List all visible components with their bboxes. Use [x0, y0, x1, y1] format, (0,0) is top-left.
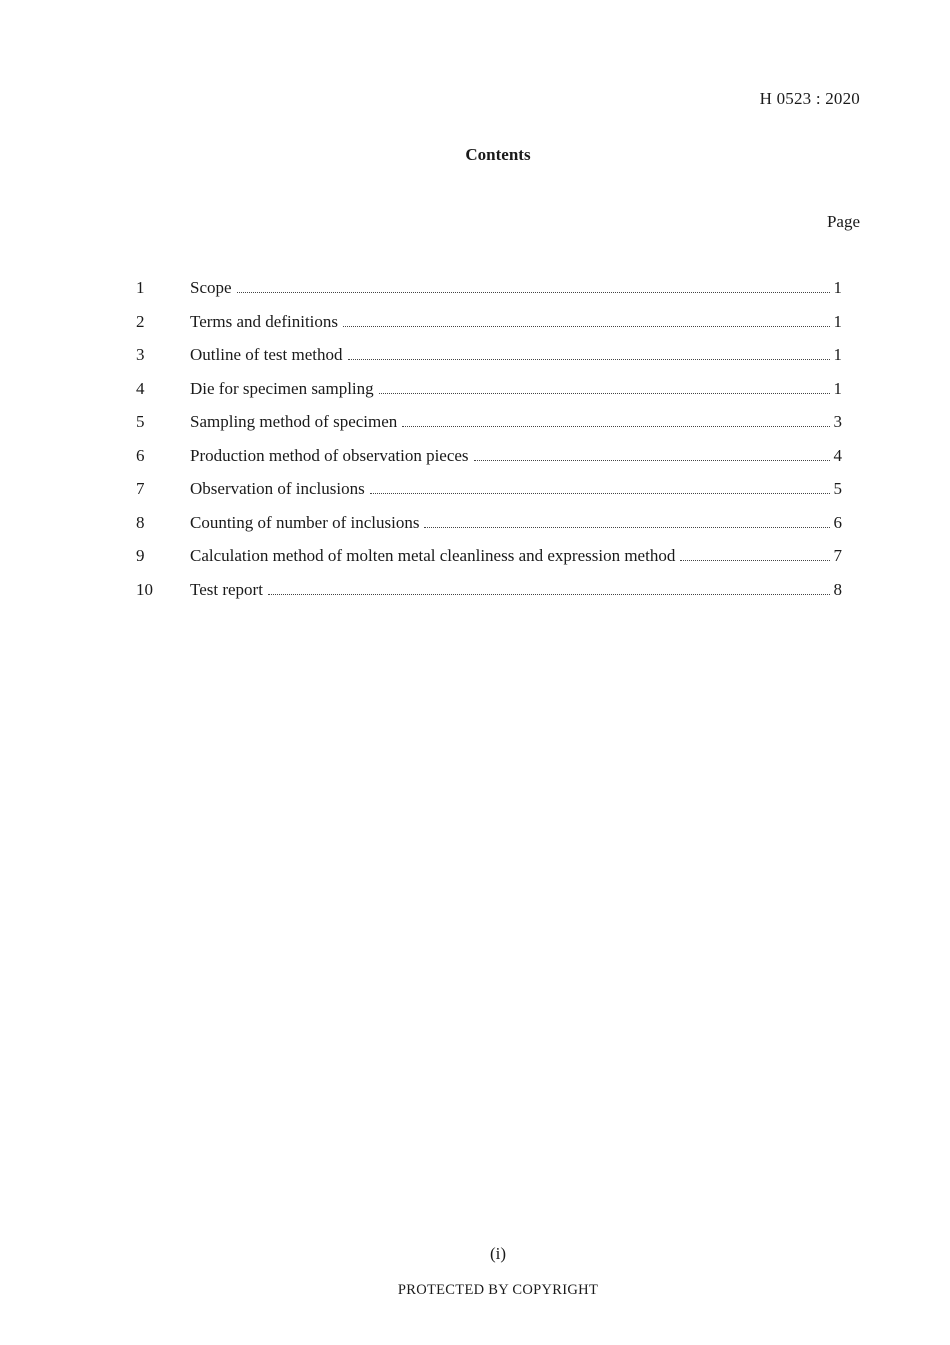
toc-entry[interactable]: [136, 545, 842, 579]
toc-entry-page: 1: [833, 278, 842, 297]
toc-entry-page: 3: [833, 412, 842, 431]
dot-leader: [402, 426, 830, 427]
document-id: H 0523 : 2020: [759, 89, 860, 108]
toc-entry-number: 5: [136, 412, 145, 431]
footer-page-number: (i): [489, 1244, 507, 1263]
toc-entry-page: 4: [833, 445, 842, 465]
copyright-notice: PROTECTED BY COPYRIGHT: [397, 1282, 599, 1298]
page-title: Contents: [465, 145, 531, 164]
toc-entry-title: Production method of observation pieces: [190, 445, 469, 465]
toc-entry[interactable]: [136, 311, 842, 345]
toc-entry-number: 2: [136, 311, 145, 331]
toc-entry[interactable]: [136, 411, 842, 445]
toc-entry-page: 8: [833, 579, 842, 599]
toc-entry-number: 8: [136, 512, 145, 532]
dot-leader: [424, 527, 830, 528]
toc-entry-number: 10: [136, 579, 153, 599]
toc-entry[interactable]: [136, 512, 842, 546]
dot-leader: [343, 326, 830, 327]
toc-entry[interactable]: [136, 378, 842, 412]
toc-entry-number: 7: [136, 479, 145, 498]
dot-leader: [370, 493, 830, 494]
toc-entry-title: Sampling method of specimen: [190, 412, 398, 431]
toc-entry-number: 6: [136, 445, 145, 465]
dot-leader: [379, 393, 830, 394]
toc-entry[interactable]: [136, 344, 842, 378]
toc-entry-title: Test report: [190, 579, 263, 599]
toc-entry-page: 1: [833, 311, 842, 331]
dot-leader: [268, 594, 830, 595]
toc-entry-page: 1: [833, 378, 842, 398]
dot-leader: [680, 560, 830, 561]
table-of-contents: [136, 277, 842, 612]
toc-entry-page: 6: [833, 512, 842, 532]
toc-entry-title: Calculation method of molten metal cleanliness and expression method: [190, 546, 676, 565]
toc-entry-title: Die for specimen sampling: [190, 378, 374, 398]
toc-entry-number: 4: [136, 378, 145, 398]
toc-entry[interactable]: [136, 445, 842, 479]
page-column-heading: Page: [826, 212, 860, 231]
toc-entry-page: 5: [833, 479, 842, 498]
toc-entry-title: Scope: [190, 278, 232, 297]
toc-entry-title: Outline of test method: [190, 345, 343, 364]
toc-entry[interactable]: [136, 277, 842, 311]
toc-entry-page: 7: [833, 546, 842, 565]
toc-entry-title: Terms and definitions: [190, 311, 339, 331]
toc-entry-number: 3: [136, 345, 145, 364]
toc-entry[interactable]: [136, 579, 842, 613]
toc-entry[interactable]: [136, 478, 842, 512]
toc-entry-title: Counting of number of inclusions: [190, 512, 420, 532]
dot-leader: [237, 292, 830, 293]
dot-leader: [474, 460, 830, 461]
toc-entry-title: Observation of inclusions: [190, 479, 365, 498]
toc-entry-number: 9: [136, 546, 145, 565]
toc-entry-number: 1: [136, 278, 145, 297]
dot-leader: [348, 359, 830, 360]
toc-entry-page: 1: [833, 345, 842, 364]
